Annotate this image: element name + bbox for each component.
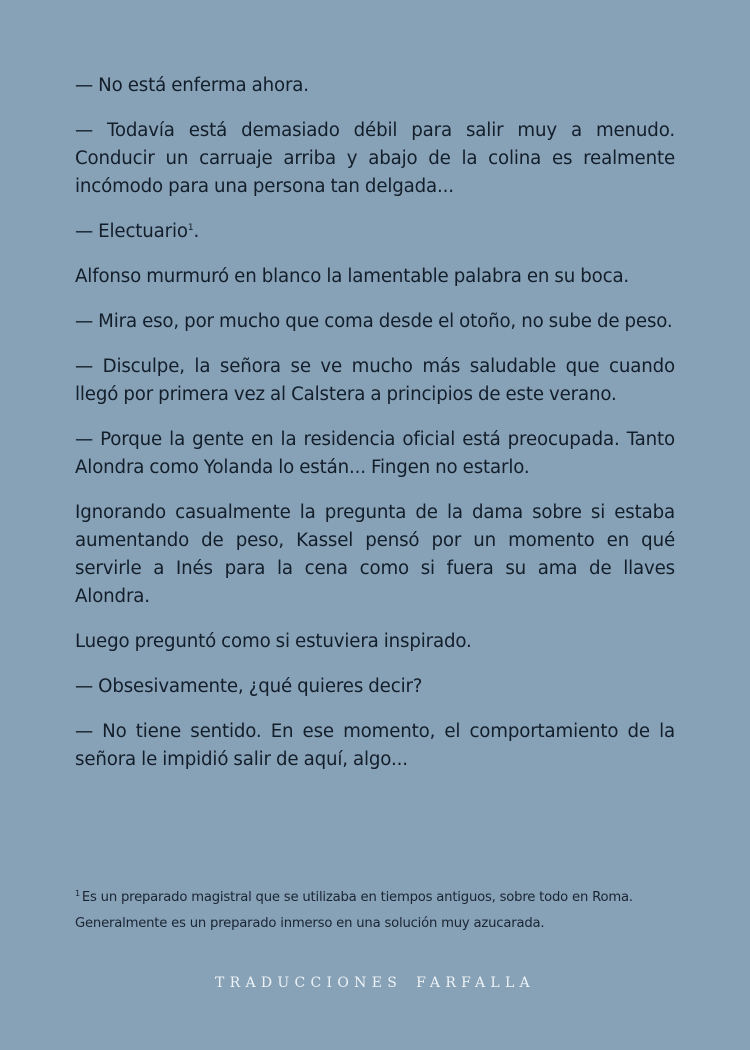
footnote — [75, 885, 685, 937]
paragraph-3 — [75, 218, 675, 246]
paragraph-8: Ignorando casualmente la pregunta de la dama sobre si estaba aumentando de peso, Kassel pensó por un momento en qué servirle a Inés para la cena como si fuera su ama de llaves Alondra. — [75, 502, 675, 607]
paragraph-11: — No tiene sentido. En ese momento, el comportamiento de la señora le impidió salir de aquí, algo... — [75, 721, 675, 770]
page-body — [75, 72, 675, 791]
paragraph-10: — Obsesivamente, ¿qué quieres decir? — [75, 676, 423, 697]
paragraph-4: Alfonso murmuró en blanco la lamentable palabra en su boca. — [75, 266, 630, 287]
paragraph-7: — Porque la gente en la residencia oficial está preocupada. Tanto Alondra como Yolanda lo están... Fingen no estarlo. — [75, 429, 675, 478]
paragraph-6: — Disculpe, la señora se ve mucho más saludable que cuando llegó por primera vez al Calstera a principios de este verano. — [75, 356, 675, 405]
paragraph-2: — Todavía está demasiado débil para salir muy a menudo. Conducir un carruaje arriba y abajo de la colina es realmente incómodo para una persona tan delgada... — [75, 120, 675, 197]
footnote-marker: 1 — [75, 888, 80, 898]
footer-word-farfalla: FARFALLA — [416, 975, 535, 991]
footer-credit — [0, 975, 750, 991]
paragraph-5: — Mira eso, por mucho que coma desde el otoño, no sube de peso. — [75, 311, 673, 332]
footer-word-traducciones: TRADUCCIONES — [215, 975, 403, 991]
paragraph-9: Luego preguntó como si estuviera inspirado. — [75, 631, 472, 652]
paragraph-1: — No está enferma ahora. — [75, 75, 309, 96]
footnote-text: Es un preparado magistral que se utilizaba en tiempos antiguos, sobre todo en Roma. Generalmente es un preparado inmerso en una solución muy azucarada. — [75, 890, 633, 931]
paragraph-3-text: — Electuario — [75, 221, 188, 242]
footnote-reference[interactable]: 1 — [187, 222, 194, 233]
paragraph-3-tail: . — [193, 221, 200, 242]
